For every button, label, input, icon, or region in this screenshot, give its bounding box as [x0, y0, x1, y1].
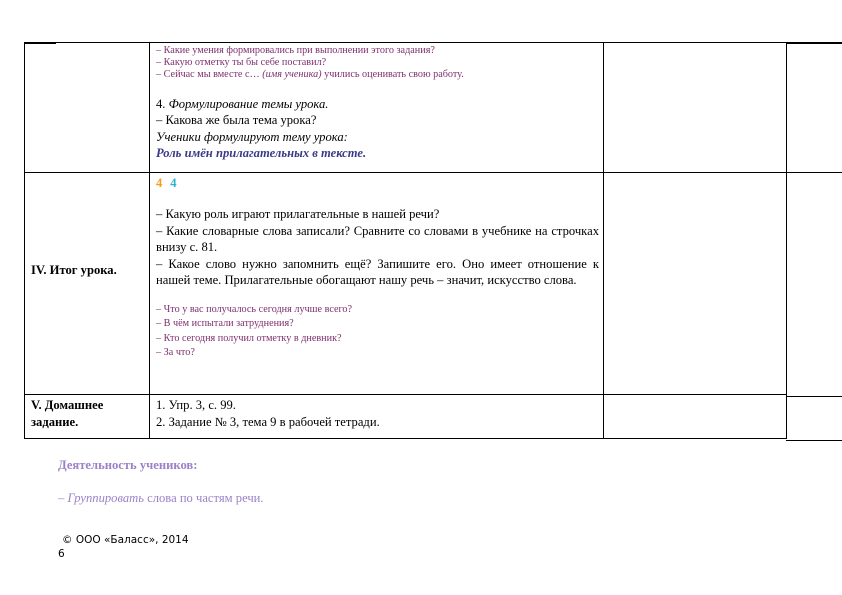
notes-cell	[604, 173, 787, 395]
question-line: – Какую роль играют прилагательные в нашей речи?	[156, 207, 440, 221]
activity-dash: –	[58, 491, 68, 505]
reflection-line: – Кто сегодня получил отметку в дневник?	[156, 332, 342, 344]
notes-cell	[604, 43, 787, 173]
row-rule-right-2	[786, 396, 842, 397]
stage-cell	[25, 173, 150, 395]
content-cell	[150, 173, 604, 395]
step-title: Формулирование темы урока.	[168, 96, 329, 111]
question-theme: – Какова же была тема урока?	[156, 113, 317, 128]
question-line: – Какую отметку ты бы себе поставил?	[156, 57, 327, 69]
activity-item	[58, 490, 264, 506]
row-rule-right-1	[786, 172, 842, 173]
copyright: © ООО «Баласс», 2014	[62, 534, 189, 546]
lesson-plan-table	[24, 42, 787, 439]
table-row	[25, 43, 787, 173]
table-row	[25, 395, 787, 439]
question-line: – Какие умения формировались при выполнении этого задания?	[156, 45, 435, 56]
step-number: 4.	[156, 96, 166, 111]
top-rule-right	[786, 42, 842, 44]
reflection-line: – Что у вас получалось сегодня лучше всего?	[156, 303, 353, 315]
question-line: – Какие словарные слова записали? Сравните со словами в учебнике на строчках внизу с. 81.	[156, 223, 599, 255]
activity-rest: слова по частям речи.	[143, 491, 264, 505]
number-marker-orange: 4	[156, 176, 163, 190]
stage-label: IV. Итог урока.	[31, 263, 117, 278]
together-name: (имя ученика)	[262, 69, 322, 81]
content-cell	[150, 43, 604, 173]
table-row	[25, 173, 787, 395]
activity-verb: Группировать	[67, 491, 144, 505]
question-line	[156, 69, 599, 81]
stage-label: V. Домашнее задание.	[31, 398, 104, 429]
stage-cell	[25, 395, 150, 439]
together-suffix: учились оценивать свою работу.	[324, 69, 464, 81]
reflection-line: – В чём испытали затруднения?	[156, 318, 294, 330]
content-cell	[150, 395, 604, 439]
step-heading	[156, 96, 599, 113]
page-number: 6	[58, 548, 65, 560]
notes-cell	[604, 395, 787, 439]
together-prefix: – Сейчас мы вместе с…	[156, 69, 260, 81]
number-marker-teal: 4	[170, 176, 177, 190]
stage-cell	[25, 43, 150, 173]
row-rule-right-3	[786, 440, 842, 441]
homework-task: 2. Задание № 3, тема 9 в рабочей тетради.	[156, 414, 380, 429]
activity-heading: Деятельность учеников:	[58, 458, 198, 472]
question-line: – Какое слово нужно запомнить ещё? Запишите его. Оно имеет отношение к нашей теме. Прилагательные обогащают нашу речь – значит, искусство слова.	[156, 256, 599, 288]
reflection-line: – За что?	[156, 347, 195, 359]
number-markers	[156, 175, 599, 191]
lesson-theme: Роль имён прилагательных в тексте.	[156, 146, 367, 161]
pupils-formulate: Ученики формулируют тему урока:	[156, 129, 348, 144]
homework-task: 1. Упр. 3, с. 99.	[156, 398, 236, 412]
